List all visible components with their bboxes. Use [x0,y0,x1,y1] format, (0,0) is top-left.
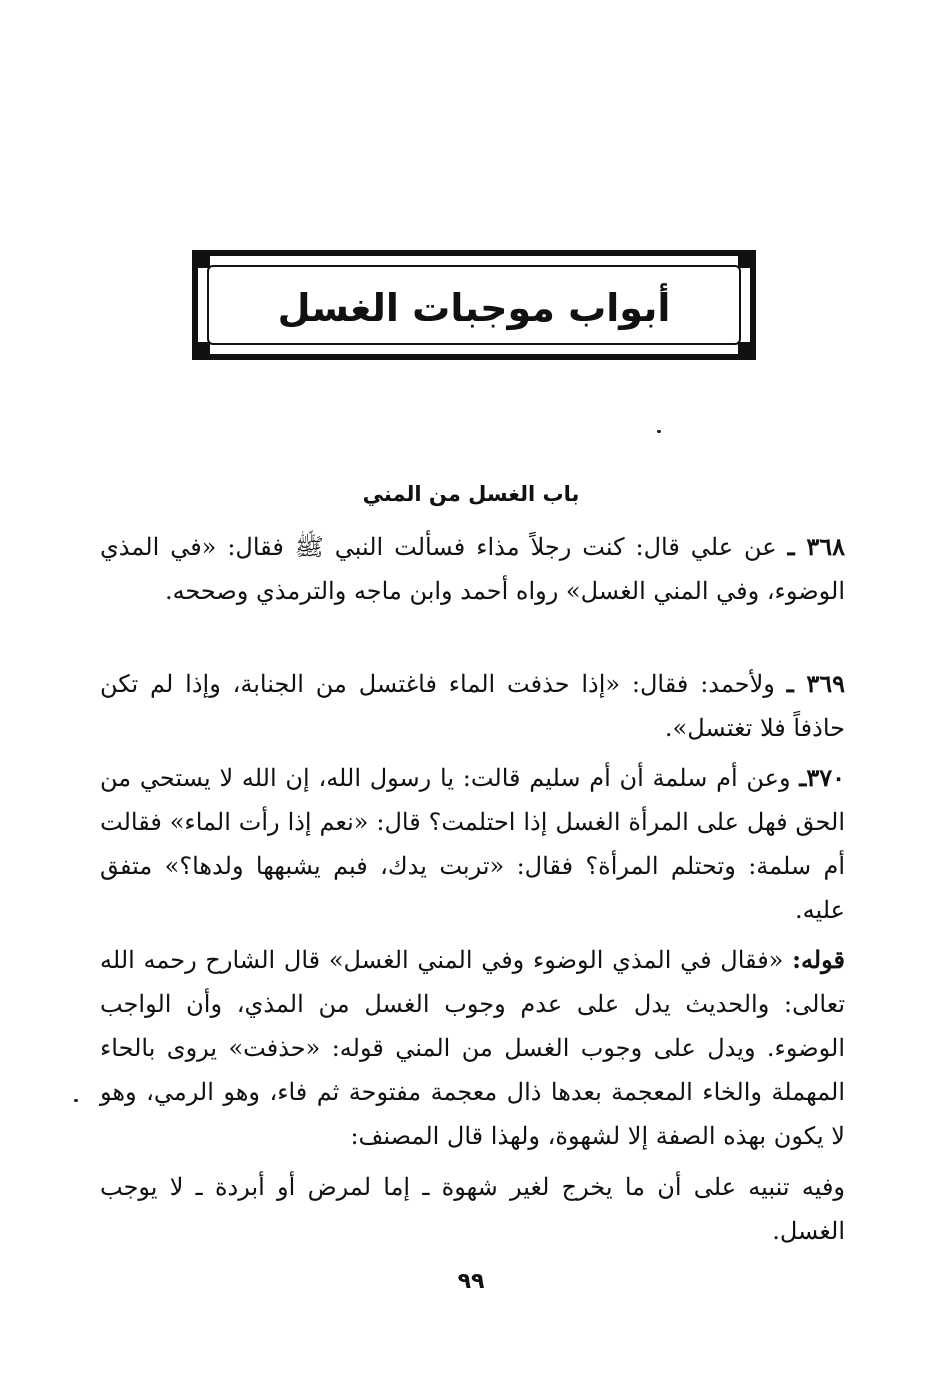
hadith-number: ٣٧٠ـ [799,763,845,792]
note-paragraph: وفيه تنبيه على أن ما يخرج لغير شهوة ـ إما لمرض أو أبردة ـ لا يوجب الغسل. [100,1173,846,1245]
print-speck [657,430,661,433]
commentary-text: «فقال في المذي الوضوء وفي المني الغسل» قال الشارح رحمه الله تعالى: والحديث يدل على عدم وجوب الغسل من المذي، وأن الواجب الوضوء. ويدل على وجوب الغسل من المني قوله: «حذفت» يروى بالحاء المهملة والخاء المعجمة بعدها ذال معجمة مفتوحة ثم فاء، وهو الرمي، وهو لا يكون بهذه الصفة إلا لشهوة، ولهذا قال المصنف: [100,946,845,1150]
chapter-title-frame [192,250,756,360]
hadith-number: ٣٦٨ ـ [787,532,846,561]
section-heading: باب الغسل من المني [362,482,580,506]
hadith-paragraph-368 [100,525,845,613]
hadith-text: ولأحمد: فقال: «إذا حذفت الماء فاغتسل من الجنابة، وإذا لم تكن حاذفاً فلا تغتسل». [100,670,845,742]
page-number: ٩٩ [457,1269,485,1294]
frame-corner-ornament [196,342,210,356]
frame-corner-ornament [738,342,752,356]
print-speck [74,1099,78,1102]
commentary-lead: قوله: [792,945,845,974]
hadith-paragraph-369 [100,662,845,750]
frame-corner-ornament [738,254,752,268]
hadith-number: ٣٦٩ ـ [786,669,845,698]
hadith-text: عن علي قال: كنت رجلاً مذاء فسألت النبي ﷺ فقال: «في المذي الوضوء، وفي المني الغسل» رواه أحمد وابن ماجه والترمذي وصححه. [100,533,845,605]
chapter-title-inner-border [207,265,741,345]
hadith-paragraph-370 [100,756,845,932]
commentary-paragraph [100,938,845,1158]
hadith-text: وعن أم سلمة أن أم سليم قالت: يا رسول الله، إن الله لا يستحي من الحق فهل على المرأة الغسل إذا احتلمت؟ قال: «نعم إذا رأت الماء» فقالت أم سلمة: وتحتلم المرأة؟ فقال: «تربت يدك، فبم يشبهها ولدها؟» متفق عليه. [100,764,845,924]
chapter-title: أبواب موجبات الغسل [277,286,671,330]
